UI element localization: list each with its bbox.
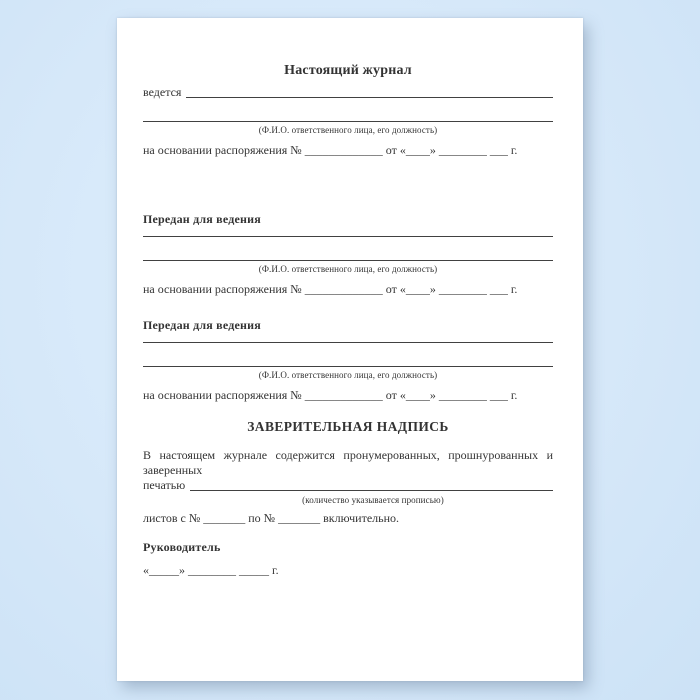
signature-date-line: «_____» ________ _____ г. bbox=[143, 563, 279, 577]
fio-blank-line bbox=[143, 260, 553, 261]
quantity-blank-line bbox=[190, 489, 553, 491]
seal-row bbox=[143, 478, 553, 493]
maintained-row bbox=[143, 85, 553, 100]
fio-caption: (Ф.И.О. ответственного лица, его должность) bbox=[258, 264, 438, 274]
certification-heading: ЗАВЕРИТЕЛЬНАЯ НАДПИСЬ bbox=[247, 419, 449, 434]
basis-line: на основании распоряжения № _____________ от «____» ________ ___ г. bbox=[143, 388, 518, 402]
basis-line: на основании распоряжения № _____________ от «____» ________ ___ г. bbox=[143, 282, 518, 296]
transfer-blank-line bbox=[143, 342, 553, 343]
transfer-blank-line bbox=[143, 236, 553, 237]
document-page bbox=[117, 18, 583, 681]
fio-caption: (Ф.И.О. ответственного лица, его должность) bbox=[258, 370, 438, 380]
basis-line: на основании распоряжения № _____________ от «____» ________ ___ г. bbox=[143, 143, 518, 157]
maintained-label: ведется bbox=[143, 85, 182, 99]
quantity-caption: (количество указывается прописью) bbox=[302, 495, 444, 505]
maintained-blank-line bbox=[186, 96, 553, 98]
sheets-range-line: листов с № _______ по № _______ включительно. bbox=[143, 511, 400, 525]
quantity-caption-wrap bbox=[193, 495, 553, 506]
certification-body-line: В настоящем журнале содержится пронумерованных, прошнурованных и заверенных bbox=[143, 448, 553, 477]
transfer-heading: Передан для ведения bbox=[143, 318, 261, 332]
fio-blank-line bbox=[143, 366, 553, 367]
seal-label: печатью bbox=[143, 478, 186, 492]
journal-title: Настоящий журнал bbox=[284, 63, 412, 78]
fio-blank-line bbox=[143, 121, 553, 122]
transfer-heading: Передан для ведения bbox=[143, 212, 261, 226]
fio-caption: (Ф.И.О. ответственного лица, его должность) bbox=[258, 125, 438, 135]
manager-label: Руководитель bbox=[143, 540, 221, 554]
